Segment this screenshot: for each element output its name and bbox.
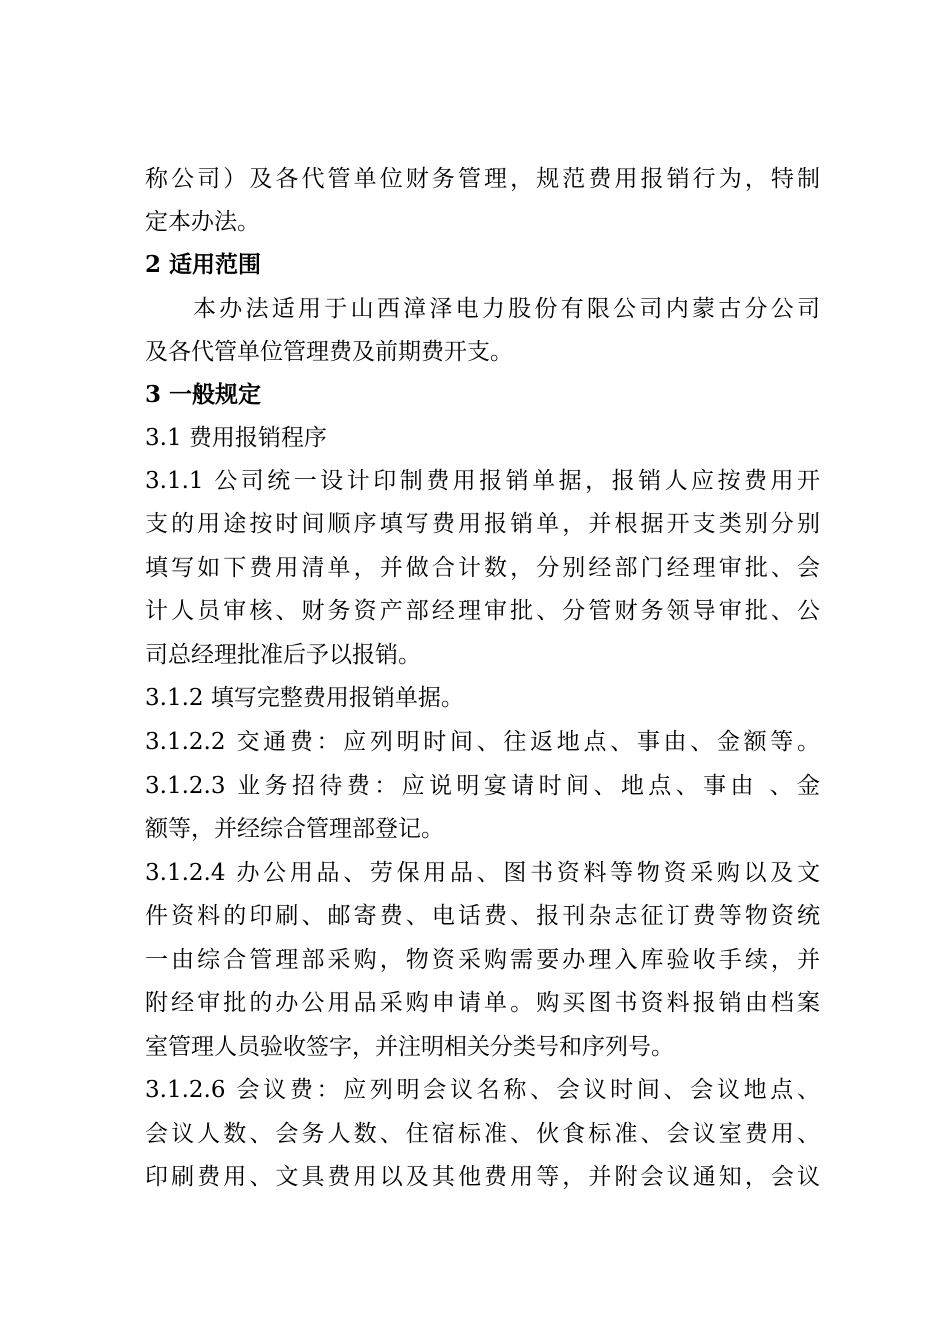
text-line: 3.1.1 公司统一设计印制费用报销单据，报销人应按费用开 xyxy=(145,468,820,494)
text-line: 支的用途按时间顺序填写费用报销单，并根据开支类别分别 xyxy=(145,511,820,537)
text-line: 司总经理批准后予以报销。 xyxy=(145,642,421,668)
text-line: 附经审批的办公用品采购申请单。购买图书资料报销由档案 xyxy=(145,990,820,1016)
subsection-heading: 3.1 费用报销程序 xyxy=(145,425,327,451)
text-line: 室管理人员验收签字，并注明相关分类号和序列号。 xyxy=(145,1034,674,1060)
text-line: 额等，并经综合管理部登记。 xyxy=(145,816,444,842)
section-heading: 3 一般规定 xyxy=(145,381,262,408)
text-line: 3.1.2.6 会议费：应列明会议名称、会议时间、会议地点、 xyxy=(145,1077,820,1103)
text-line: 称公司）及各代管单位财务管理，规范费用报销行为，特制 xyxy=(145,166,820,192)
text-line: 填写如下费用清单，并做合计数，分别经部门经理审批、会 xyxy=(145,555,820,581)
text-line: 一由综合管理部采购，物资采购需要办理入库验收手续，并 xyxy=(145,947,820,973)
section-heading: 2 适用范围 xyxy=(145,251,262,278)
text-line: 3.1.2.4 办公用品、劳保用品、图书资料等物资采购以及文 xyxy=(145,860,820,886)
text-line: 印刷费用、文具费用以及其他费用等，并附会议通知，会议 xyxy=(145,1164,820,1190)
text-line: 3.1.2 填写完整费用报销单据。 xyxy=(145,685,464,711)
text-line: 会议人数、会务人数、住宿标准、伙食标准、会议室费用、 xyxy=(145,1121,820,1147)
text-line: 3.1.2.3 业务招待费：应说明宴请时间、地点、事由 、金 xyxy=(145,773,820,799)
text-line: 计人员审核、财务资产部经理审批、分管财务领导审批、公 xyxy=(145,598,820,624)
text-line: 本办法适用于山西漳泽电力股份有限公司内蒙古分公司 xyxy=(193,296,820,322)
text-line: 定本办法。 xyxy=(145,209,260,235)
text-line: 3.1.2.2 交通费：应列明时间、往返地点、事由、金额等。 xyxy=(145,729,820,755)
text-line: 件资料的印刷、邮寄费、电话费、报刊杂志征订费等物资统 xyxy=(145,903,820,929)
text-line: 及各代管单位管理费及前期费开支。 xyxy=(145,339,513,365)
